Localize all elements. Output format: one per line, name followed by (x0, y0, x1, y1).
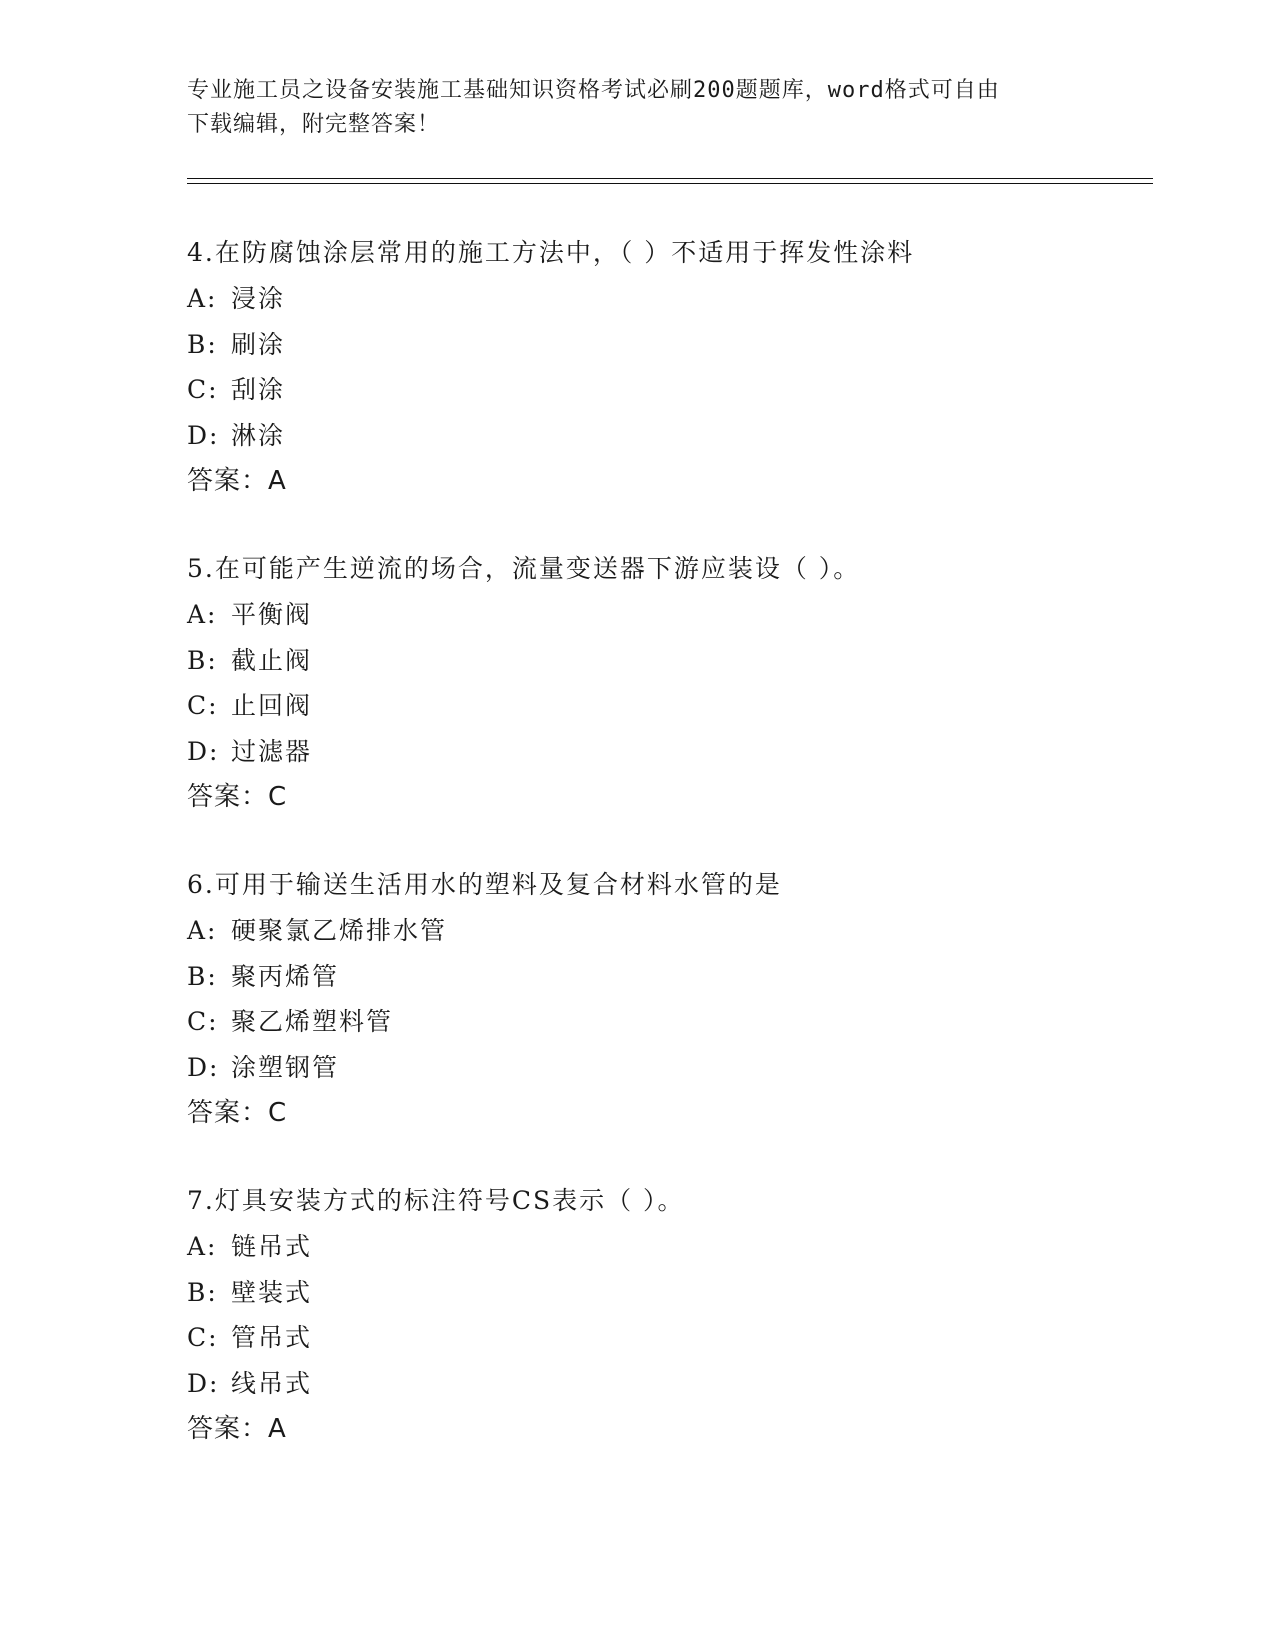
option-text: 聚乙烯塑料管 (231, 1007, 394, 1036)
option-b (187, 961, 1147, 1007)
answer-line: 答案：C (187, 782, 288, 812)
option-b (187, 329, 1147, 375)
option-text: 刷涂 (231, 329, 286, 359)
option-a (187, 915, 1147, 961)
option-text: 刮涂 (231, 375, 286, 404)
answer-line: 答案：A (187, 1414, 287, 1444)
answer-line: 答案：C (187, 1098, 288, 1128)
option-text: 过滤器 (231, 736, 313, 766)
option-letter: D: (187, 420, 220, 450)
option-c (187, 690, 1147, 736)
question-block (187, 553, 1147, 813)
option-c (187, 374, 1147, 420)
option-d (187, 1368, 1147, 1414)
question-title: 7.灯具安装方式的标注符号CS表示（ ）。 (187, 1186, 685, 1215)
question-title: 6.可用于输送生活用水的塑料及复合材料水管的是 (187, 870, 782, 899)
option-a (187, 599, 1147, 645)
option-text: 止回阀 (231, 691, 313, 720)
option-text: 浸涂 (231, 284, 286, 313)
option-text: 链吊式 (231, 1232, 313, 1261)
option-c (187, 1322, 1147, 1368)
question-title: 5.在可能产生逆流的场合，流量变送器下游应装设（ ）。 (187, 554, 861, 583)
question-block (187, 1185, 1147, 1445)
option-d (187, 736, 1147, 782)
option-letter: C: (187, 691, 219, 720)
option-c (187, 1006, 1147, 1052)
option-letter: C: (187, 375, 219, 404)
option-letter: A: (187, 284, 218, 313)
option-text: 平衡阀 (231, 600, 313, 629)
option-d (187, 1052, 1147, 1098)
option-text: 线吊式 (231, 1368, 313, 1398)
question-block (187, 869, 1147, 1129)
option-text: 涂塑钢管 (231, 1052, 340, 1082)
option-letter: A: (187, 1232, 218, 1261)
option-text: 硬聚氯乙烯排水管 (231, 916, 448, 945)
option-d (187, 420, 1147, 466)
header-divider-bottom (187, 183, 1153, 184)
option-letter: A: (187, 600, 218, 629)
header-line-2: 下载编辑，附完整答案！ (187, 112, 441, 137)
question-title: 4.在防腐蚀涂层常用的施工方法中，（ ）不适用于挥发性涂料 (187, 238, 915, 267)
option-text: 聚丙烯管 (231, 961, 340, 991)
option-text: 壁装式 (231, 1277, 313, 1307)
option-b (187, 1277, 1147, 1323)
option-a (187, 283, 1147, 329)
header-divider-top (187, 178, 1153, 179)
option-text: 淋涂 (231, 420, 286, 450)
answer-line: 答案：A (187, 466, 287, 496)
option-letter: B: (187, 961, 218, 991)
option-letter: C: (187, 1007, 219, 1036)
option-text: 管吊式 (231, 1323, 313, 1352)
option-letter: B: (187, 645, 218, 675)
document-header (187, 74, 1067, 142)
option-a (187, 1231, 1147, 1277)
option-letter: D: (187, 1368, 220, 1398)
question-block (187, 237, 1147, 497)
option-letter: D: (187, 1052, 220, 1082)
header-line-1: 专业施工员之设备安装施工基础知识资格考试必刷200题题库，word格式可自由 (187, 78, 1000, 103)
option-b (187, 645, 1147, 691)
option-letter: D: (187, 736, 220, 766)
option-letter: A: (187, 916, 218, 945)
option-letter: B: (187, 1277, 218, 1307)
option-text: 截止阀 (231, 645, 313, 675)
option-letter: C: (187, 1323, 219, 1352)
option-letter: B: (187, 329, 218, 359)
